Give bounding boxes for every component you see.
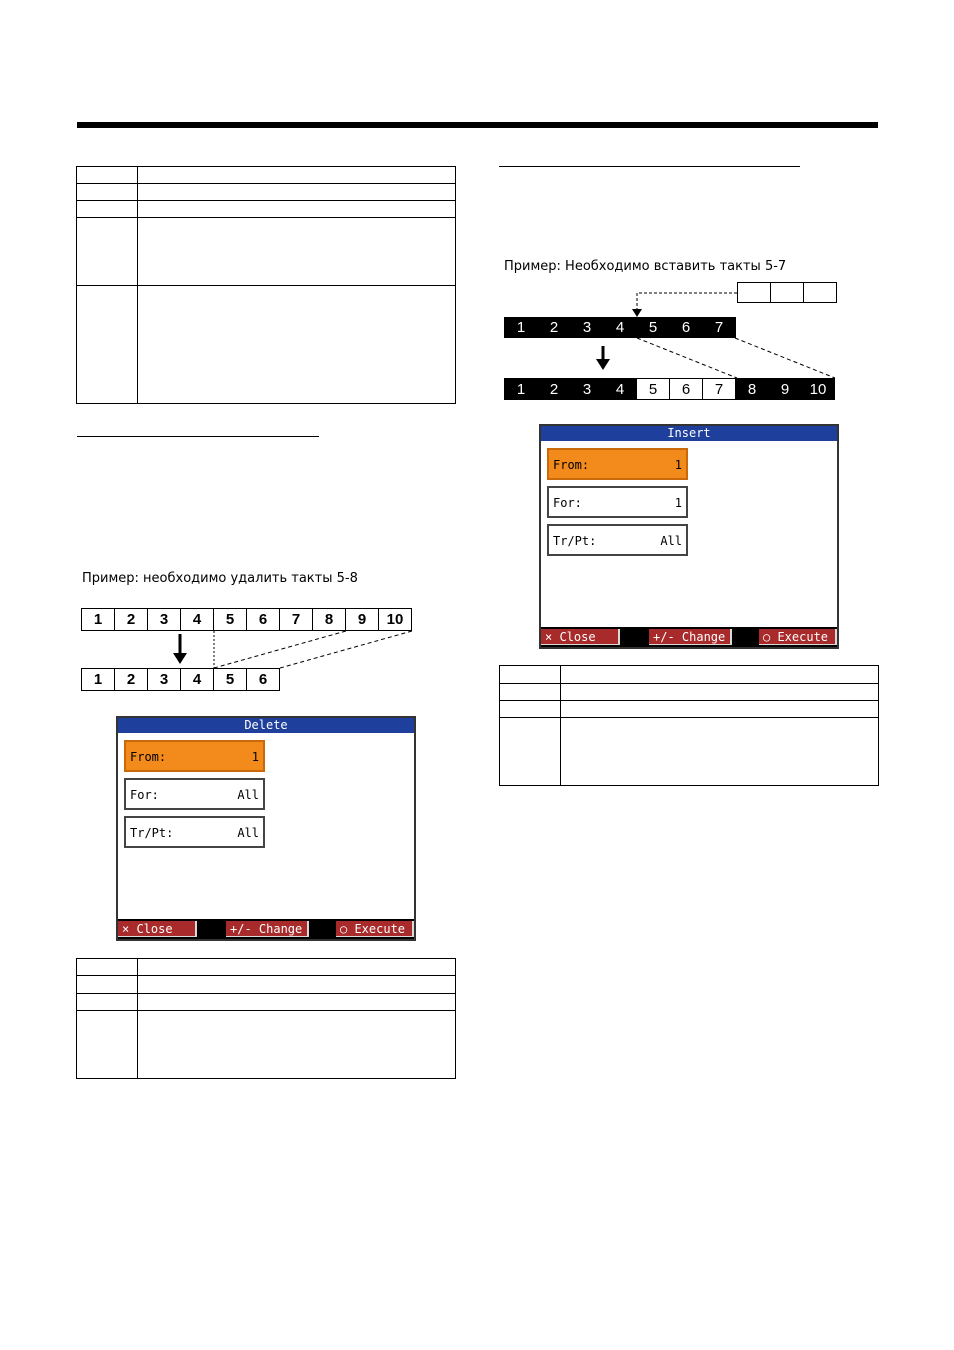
close-button[interactable]: × Close bbox=[541, 629, 620, 645]
table-cell bbox=[561, 684, 879, 701]
track-part-field[interactable] bbox=[547, 524, 688, 556]
change-button[interactable]: +/- Change bbox=[649, 629, 732, 645]
execute-button[interactable]: ○ Execute bbox=[336, 921, 414, 937]
field-value: All bbox=[237, 826, 259, 840]
measure-box: 8 bbox=[735, 378, 769, 400]
close-button[interactable]: × Close bbox=[118, 921, 197, 937]
measure-box: 1 bbox=[81, 608, 115, 631]
insert-example-caption: Пример: Необходимо вставить такты 5-7 bbox=[504, 259, 787, 274]
field-label: For: bbox=[553, 496, 582, 510]
measure-box: 7 bbox=[702, 317, 736, 338]
measure-box: 10 bbox=[801, 378, 835, 400]
measure-box: 3 bbox=[570, 378, 604, 400]
field-value: All bbox=[660, 534, 682, 548]
field-value: 1 bbox=[674, 496, 682, 510]
measure-box: 1 bbox=[504, 378, 538, 400]
measure-box: 1 bbox=[81, 668, 115, 691]
field-label: Tr/Pt: bbox=[130, 826, 174, 840]
measure-box: 6 bbox=[246, 608, 280, 631]
measure-box: 2 bbox=[114, 608, 148, 631]
measure-box: 5 bbox=[636, 317, 670, 338]
measure-box: 4 bbox=[603, 317, 637, 338]
field-label: For: bbox=[130, 788, 159, 802]
from-field[interactable] bbox=[547, 448, 688, 480]
measure-box: 5 bbox=[636, 378, 670, 400]
table-cell bbox=[500, 684, 561, 701]
measure-box: 4 bbox=[180, 608, 214, 631]
measure-box: 1 bbox=[504, 317, 538, 338]
change-button[interactable]: +/- Change bbox=[226, 921, 309, 937]
measure-box: 6 bbox=[669, 378, 703, 400]
screen-title: Insert bbox=[541, 426, 837, 441]
measure-box: 8 bbox=[312, 608, 346, 631]
measure-box: 6 bbox=[246, 668, 280, 691]
table-cell bbox=[500, 701, 561, 718]
measure-box: 9 bbox=[768, 378, 802, 400]
measure-box: 3 bbox=[147, 668, 181, 691]
measure-box: 7 bbox=[279, 608, 313, 631]
insert-screen bbox=[539, 424, 839, 649]
execute-button[interactable]: ○ Execute bbox=[759, 629, 837, 645]
table-cell bbox=[500, 718, 561, 786]
table-cell bbox=[561, 718, 879, 786]
field-value: 1 bbox=[251, 750, 259, 764]
measure-box: 5 bbox=[213, 668, 247, 691]
field-value: All bbox=[237, 788, 259, 802]
field-label: From: bbox=[553, 458, 590, 472]
field-label: Tr/Pt: bbox=[553, 534, 597, 548]
measure-box: 3 bbox=[147, 608, 181, 631]
screen-title: Delete bbox=[118, 718, 414, 733]
measure-box: 2 bbox=[537, 378, 571, 400]
measure-box: 2 bbox=[537, 317, 571, 338]
measure-box: 4 bbox=[180, 668, 214, 691]
measure-box: 4 bbox=[603, 378, 637, 400]
measure-box: 2 bbox=[114, 668, 148, 691]
field-value: 1 bbox=[674, 458, 682, 472]
measure-box: 5 bbox=[213, 608, 247, 631]
measure-box: 6 bbox=[669, 317, 703, 338]
delete-example-caption: Пример: необходимо удалить такты 5-8 bbox=[82, 571, 358, 586]
table-cell bbox=[561, 666, 879, 684]
right-param-table bbox=[499, 665, 879, 786]
measure-box: 9 bbox=[345, 608, 379, 631]
measure-box: 7 bbox=[702, 378, 736, 400]
table-cell bbox=[500, 666, 561, 684]
measure-box: 3 bbox=[570, 317, 604, 338]
table-cell bbox=[561, 701, 879, 718]
for-field[interactable] bbox=[547, 486, 688, 518]
function-button-bar bbox=[541, 627, 837, 647]
measure-box: 10 bbox=[378, 608, 412, 631]
field-label: From: bbox=[130, 750, 167, 764]
